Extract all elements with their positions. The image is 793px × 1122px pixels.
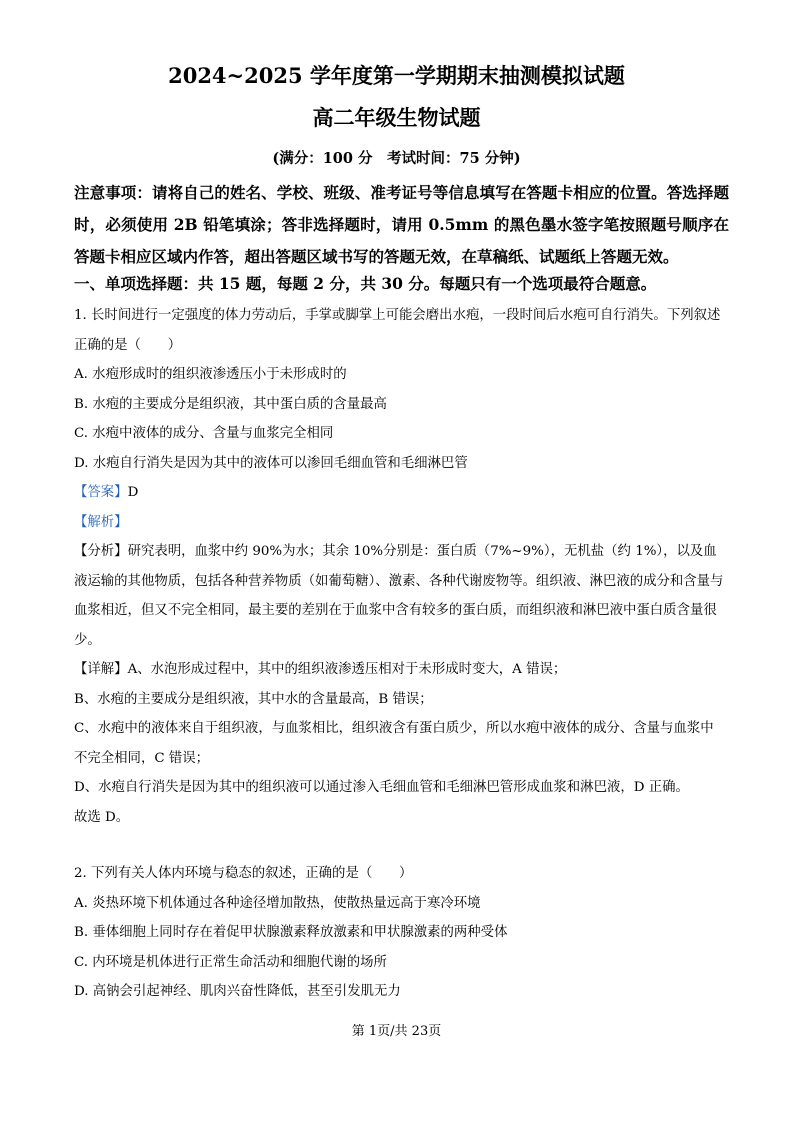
answer-label: 【答案】 <box>74 485 128 500</box>
section-title: 一、单项选择题：共 15 题，每题 2 分，共 30 分。每题只有一个选项最符合题意。 <box>74 274 657 293</box>
question-1-option-a: A. 水疱形成时的组织液渗透压小于未形成时的 <box>74 367 347 382</box>
fenxi-text: 研究表明，血浆中约 90%为水；其余 10%分别是：蛋白质（7%~9%），无机盐（约 1%），以及血液运输的其他物质，包括各种营养物质（如葡萄糖）、激素、各种代谢废物等。组织液、淋巴液的成分和含量与血浆相近，但又不完全相同，最主要的差别在于血浆中含有较多的蛋白质，而组织液和淋巴液中蛋白质含量很少。 <box>74 544 724 648</box>
question-1-option-b: B. 水疱的主要成分是组织液，其中蛋白质的含量最高 <box>74 396 387 412</box>
answer-line <box>74 478 726 508</box>
question-2 <box>74 859 726 1007</box>
detail-paragraph <box>74 655 726 685</box>
page-footer: 第 1页/共 23页 <box>351 1024 442 1039</box>
question-2-option-c: C. 内环境是机体进行正常生命活动和细胞代谢的场所 <box>74 954 387 970</box>
detail-conclusion: 故选 D。 <box>74 809 130 825</box>
question-1 <box>74 301 726 832</box>
fenxi-paragraph <box>74 537 726 655</box>
question-2-option-d: D. 高钠会引起神经、肌肉兴奋性降低，甚至引发肌无力 <box>74 984 401 999</box>
question-2-stem: 2. 下列有关人体内环境与稳态的叙述，正确的是（ ） <box>74 866 413 881</box>
question-1-option-d: D. 水疱自行消失是因为其中的液体可以渗回毛细血管和毛细淋巴管 <box>74 455 468 471</box>
answer-value: D <box>127 485 139 500</box>
exam-title: 2024~2025 学年度第一学期期末抽测模拟试题 <box>168 63 625 88</box>
score-time: (满分：100 分 考试时间：75 分钟) <box>272 150 521 167</box>
detail-line-c: C、水疱中的液体来自于组织液，与血浆相比，组织液含有蛋白质少，所以水疱中液体的成分、含量与血浆中不完全相同，C 错误； <box>74 721 714 766</box>
detail-line-b: B、水疱的主要成分是组织液，其中水的含量最高，B 错误； <box>74 691 433 707</box>
exam-subtitle: 高二年级生物试题 <box>312 105 481 130</box>
question-1-stem: 1. 长时间进行一定强度的体力劳动后，手掌或脚掌上可能会磨出水疱，一段时间后水疱可自行消失。下列叙述正确的是（ ） <box>74 308 721 353</box>
fenxi-label: 【分析】 <box>74 544 128 559</box>
detail-line-d: D、水疱自行消失是因为其中的组织液可以通过渗入毛细血管和毛细淋巴管形成血浆和淋巴液，D 正确。 <box>74 780 689 795</box>
detail-label: 【详解】 <box>74 662 128 677</box>
question-2-option-b: B. 垂体细胞上同时存在着促甲状腺激素释放激素和甲状腺激素的两种受体 <box>74 925 508 940</box>
notice: 注意事项：请将自己的姓名、学校、班级、准考证号等信息填写在答题卡相应的位置。答选择题时，必须使用 2B 铅笔填涂；答非选择题时，请用 0.5mm 的黑色墨水签字笔按照题号顺序在答题卡相应区域内作答，超出答题区域书写的答题无效，在草稿纸、试题纸上答题无效。 <box>74 183 729 266</box>
question-1-option-c: C. 水疱中液体的成分、含量与血浆完全相同 <box>74 426 334 441</box>
detail-line-a: A、水泡形成过程中，其中的组织液渗透压相对于未形成时变大，A 错误； <box>127 662 567 677</box>
analysis-label: 【解析】 <box>74 514 128 530</box>
question-2-option-a: A. 炎热环境下机体通过各种途径增加散热，使散热量远高于寒冷环境 <box>74 895 481 911</box>
